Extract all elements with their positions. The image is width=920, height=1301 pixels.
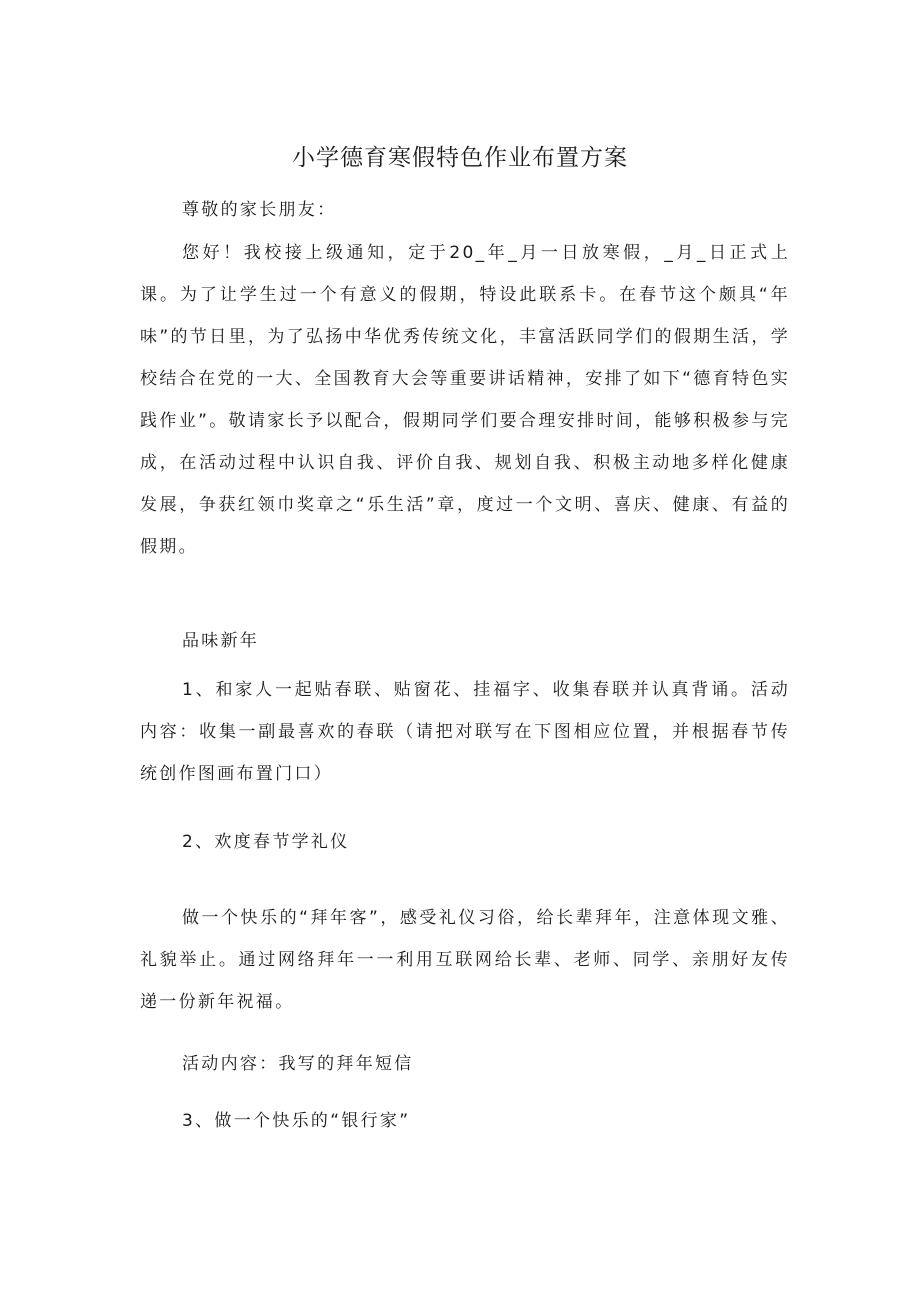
document-title: 小学德育寒假特色作业布置方案 bbox=[292, 145, 628, 171]
section-heading: 品味新年 bbox=[182, 631, 260, 651]
item-3-heading: 3、做一个快乐的“银行家” bbox=[182, 1111, 411, 1131]
item-2-paragraph: 做一个快乐的“拜年客”，感受礼仪习俗，给长辈拜年，注意体现文雅、礼貌举止。通过网络拜年一一利用互联网给长辈、老师、同学、亲朋好友传递一份新年祝福。 bbox=[140, 908, 790, 1012]
item-1-paragraph: 1、和家人一起贴春联、贴窗花、挂福字、收集春联并认真背诵。活动内容：收集一副最喜欢的春联（请把对联写在下图相应位置，并根据春节传统创作图画布置门口） bbox=[140, 680, 790, 784]
activity-content-line: 活动内容：我写的拜年短信 bbox=[182, 1054, 414, 1074]
intro-paragraph: 您好！我校接上级通知，定于20_年_月一日放寒假，_月_日正式上课。为了让学生过一个有意义的假期，特设此联系卡。在春节这个颇具“年味”的节日里，为了弘扬中华优秀传统文化，丰富活跃同学们的假期生活，学校结合在党的一大、全国教育大会等重要讲话精神，安排了如下“德育特色实践作业”。敬请家长予以配合，假期同学们要合理安排时间，能够积极参与完成，在活动过程中认识自我、评价自我、规划自我、积极主动地多样化健康发展，争获红领巾奖章之“乐生活”章，度过一个文明、喜庆、健康、有益的假期。 bbox=[140, 243, 790, 557]
salutation: 尊敬的家长朋友： bbox=[182, 200, 337, 220]
item-2-heading: 2、欢度春节学礼仪 bbox=[182, 832, 350, 852]
